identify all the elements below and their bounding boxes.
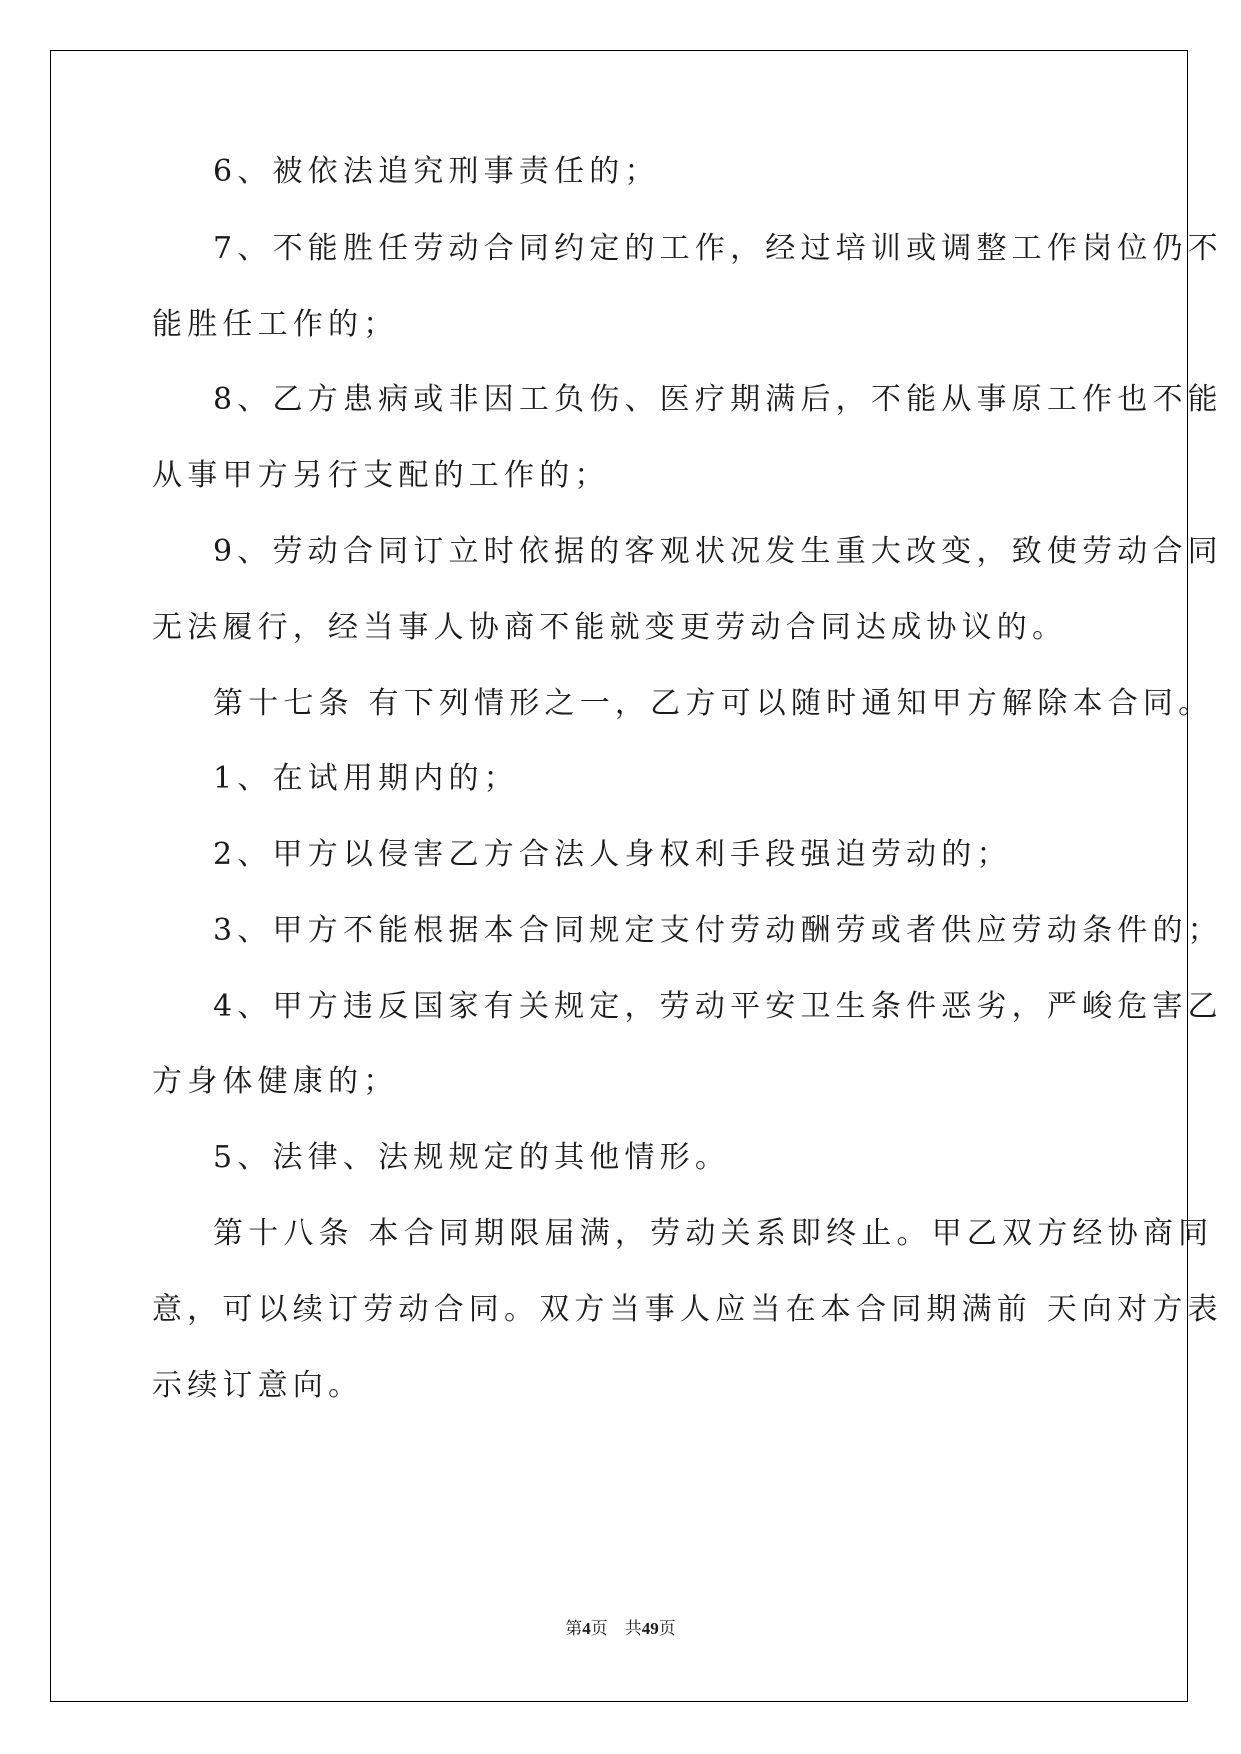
paragraph-line: 1、在试用期内的； — [213, 761, 519, 796]
paragraph-line: 3、甲方不能根据本合同规定支付劳动酬劳或者供应劳动条件的； — [213, 913, 1223, 948]
paragraph-line: 方身体健康的； — [152, 1064, 399, 1099]
total-pages: 49 — [641, 1619, 659, 1638]
paragraph-line: 从事甲方另行支配的工作的； — [152, 458, 610, 493]
total-prefix: 共 — [624, 1619, 642, 1638]
paragraph-line: 7、不能胜任劳动合同约定的工作，经过培训或调整工作岗位仍不 — [213, 231, 1223, 266]
page-suffix: 页 — [590, 1619, 608, 1638]
paragraph-line: 示续订意向。 — [152, 1368, 364, 1403]
page-prefix: 第 — [565, 1619, 583, 1638]
page-border — [50, 50, 1223, 1702]
article-heading-line: 第十八条 本合同期限届满，劳动关系即终止。甲乙双方经协商同 — [213, 1216, 1214, 1251]
paragraph-line: 6、被依法追究刑事责任的； — [213, 154, 660, 189]
paragraph-line: 能胜任工作的； — [152, 307, 399, 342]
article-heading-line: 第十七条 有下列情形之一，乙方可以随时通知甲方解除本合同。 — [213, 686, 1214, 721]
paragraph-line: 5、法律、法规规定的其他情形。 — [213, 1140, 731, 1175]
paragraph-line: 4、甲方违反国家有关规定，劳动平安卫生条件恶劣，严峻危害乙 — [213, 989, 1223, 1024]
paragraph-line: 无法履行，经当事人协商不能就变更劳动合同达成协议的。 — [152, 610, 1068, 645]
paragraph-line: 8、乙方患病或非因工负伤、医疗期满后，不能从事原工作也不能 — [213, 382, 1223, 417]
paragraph-line: 意，可以续订劳动合同。双方当事人应当在本合同期满前 天向对方表 — [152, 1292, 1223, 1327]
paragraph-line: 9、劳动合同订立时依据的客观状况发生重大改变，致使劳动合同 — [213, 534, 1223, 569]
total-suffix: 页 — [658, 1619, 676, 1638]
page-footer — [0, 1617, 1241, 1641]
page-number: 4 — [582, 1619, 591, 1638]
paragraph-line: 2、甲方以侵害乙方合法人身权利手段强迫劳动的； — [213, 837, 1012, 872]
